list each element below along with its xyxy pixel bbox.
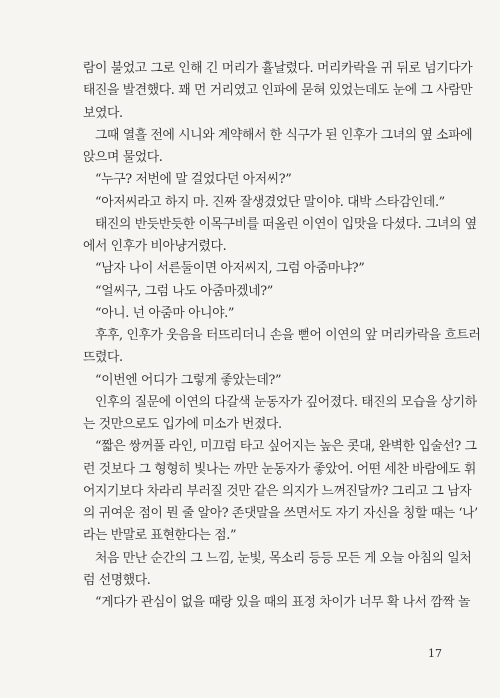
text-line: 인후의 질문에 이연의 다갈색 눈동자가 깊어졌다. 태진의 모습을 상기하 (95, 394, 477, 410)
page-number: 17 (428, 647, 442, 660)
text-line: “이번엔 어디가 그렇게 좋았는데?” (95, 372, 282, 388)
text-line: 에서 인후가 비아냥거렸다. (83, 239, 227, 254)
text-line: 앉으며 물었다. (83, 150, 163, 165)
text-line: 런 것보다 그 형형히 빛나는 까만 눈동자가 좋았어. 어떤 세찬 바람에도 휘 (83, 461, 476, 477)
text-line: 태진을 발견했다. 꽤 먼 거리였고 인파에 묻혀 있었는데도 눈에 그 사람만 (83, 83, 473, 99)
text-line: 의 귀여운 점이 뭔 줄 알아? 존댓말을 쓰면서도 자기 자신을 칭할 때는 ‘나’ (83, 506, 478, 521)
text-line: 는 것만으로도 입가에 미소가 번졌다. (83, 417, 282, 432)
text-line: 처음 만난 순간의 그 느낌, 눈빛, 목소리 등등 모든 게 오늘 아침의 일처 (95, 550, 472, 566)
text-line: 람이 불었고 그로 인해 긴 머리가 휼날렸다. 머리카락을 귀 뒤로 넘기다가 (83, 61, 473, 76)
text-line: “얼씨구, 그럼 나도 아줌마겠네?” (95, 283, 273, 299)
text-line: “남자 나이 서른둘이면 아저씨지, 그럼 아줌마냐?” (95, 261, 365, 277)
text-line: 라는 반말로 표현한다는 점.” (83, 528, 237, 544)
text-line: 그때 열흘 전에 시니와 계약해서 한 식구가 된 인후가 그녀의 옆 소파에 (95, 127, 473, 143)
body-text (83, 58, 481, 614)
text-line: “아니. 넌 아줌마 아니야.” (95, 305, 235, 321)
text-line: 럼 선명했다. (83, 572, 151, 588)
text-line: “아저씨라고 하지 마. 진짜 잘생겼었단 말이야. 대박 스타감인데.” (95, 194, 445, 210)
text-line: 태진의 반듯반듯한 이목구비를 떠올린 이연이 입맛을 다셨다. 그녀의 옆 (95, 216, 477, 232)
text-line: 어지기보다 차라리 부러질 것만 같은 의지가 느껴진달까? 그리고 그 남자 (83, 483, 472, 499)
text-line: 후후, 인후가 웃음을 터뜨리더니 손을 뻗어 이연의 앞 머리카락을 흐트러 (95, 328, 481, 343)
text-line: “짧은 쌍꺼풀 라인, 미끄럼 타고 싶어지는 높은 콧대, 완벽한 입술선? 그 (95, 439, 477, 455)
text-line: 보였다. (83, 105, 123, 121)
text-line: “게다가 관심이 없을 때랑 있을 때의 표정 차이가 너무 확 나서 깜짝 놀 (95, 595, 471, 610)
text-line: 뜨렸다. (83, 350, 123, 366)
text-line: “누구? 저번에 말 걸었다던 아저씨?” (95, 172, 292, 188)
